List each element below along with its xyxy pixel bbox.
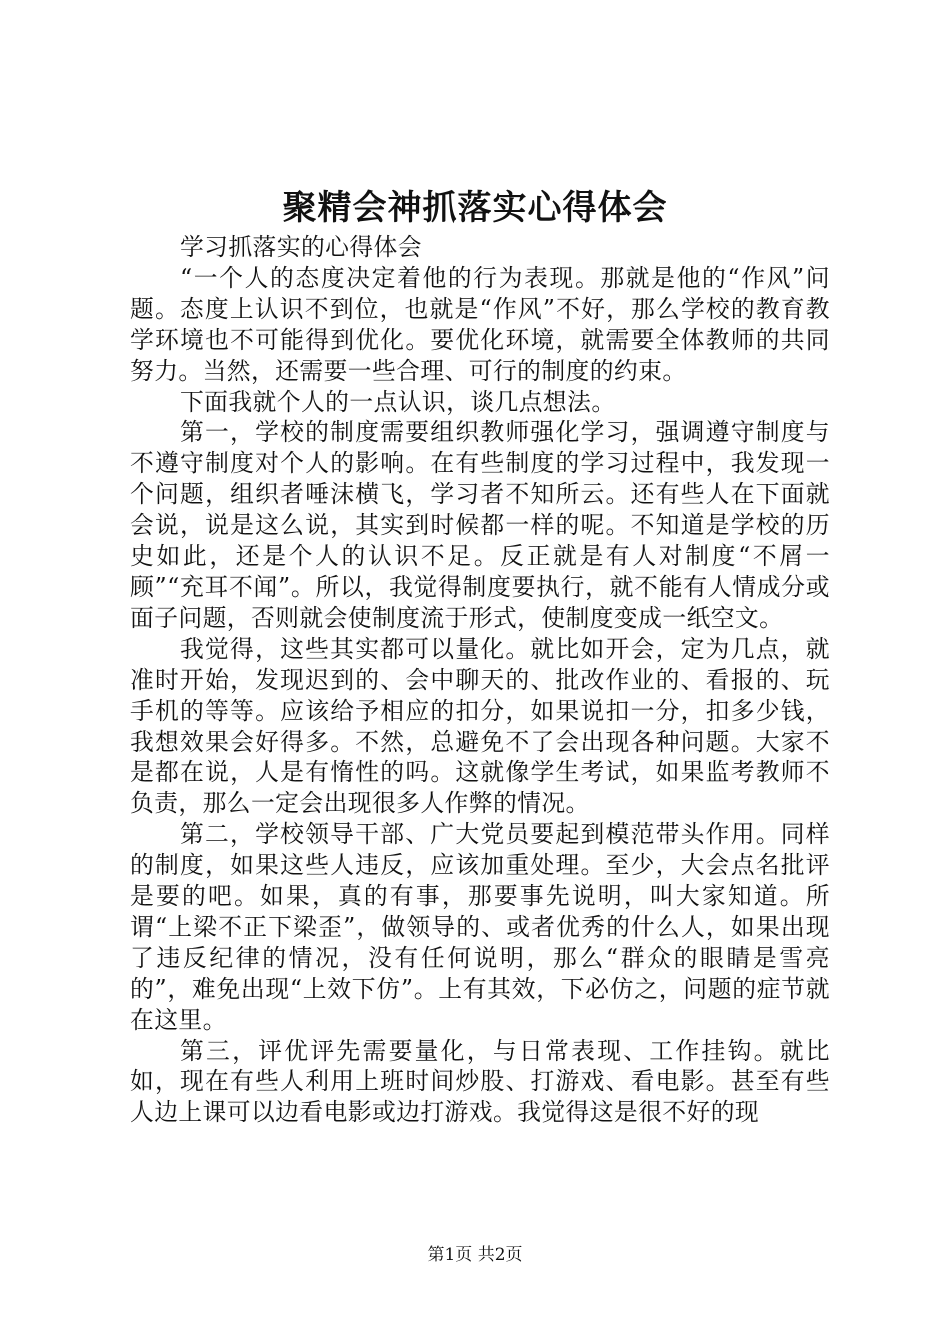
paragraph: “一个人的态度决定着他的行为表现。那就是他的“作风”问题。态度上认识不到位，也就是“作风”不好，那么学校的教育教学环境也不可能得到优化。要优化环境，就需要全体教师的共同努力。当然，还需要一些合理、可行的制度的约束。 xyxy=(130,263,830,385)
document-body xyxy=(130,232,830,1128)
paragraph: 第二，学校领导干部、广大党员要起到模范带头作用。同样的制度，如果这些人违反，应该加重处理。至少，大会点名批评是要的吧。如果，真的有事，那要事先说明，叫大家知道。所谓“上梁不正下梁歪”，做领导的、或者优秀的什么人，如果出现了违反纪律的情况，没有任何说明，那么“群众的眼睛是雪亮的”，难免出现“上效下仿”。上有其效，下必仿之，问题的症节就在这里。 xyxy=(130,820,830,1034)
paragraph: 第一，学校的制度需要组织教师强化学习，强调遵守制度与不遵守制度对个人的影响。在有些制度的学习过程中，我发现一个问题，组织者唾沫横飞，学习者不知所云。还有些人在下面就会说，说是这么说，其实到时候都一样的呢。不知道是学校的历史如此，还是个人的认识不足。反正就是有人对制度“不屑一顾”“充耳不闻”。所以，我觉得制度要执行，就不能有人情成分或面子问题，否则就会使制度流于形式，使制度变成一纸空文。 xyxy=(130,418,830,632)
paragraph-subtitle: 学习抓落实的心得体会 xyxy=(179,233,422,261)
document-title: 聚精会神抓落实心得体会 xyxy=(282,188,668,228)
paragraph: 下面我就个人的一点认识，谈几点想法。 xyxy=(179,387,616,416)
page-number-footer: 第1页 共2页 xyxy=(427,1245,523,1265)
paragraph: 第三，评优评先需要量化，与日常表现、工作挂钩。就比如，现在有些人利用上班时间炒股、打游戏、看电影。甚至有些人边上课可以边看电影或边打游戏。我觉得这是很不好的现 xyxy=(130,1036,830,1127)
paragraph: 我觉得，这些其实都可以量化。就比如开会，定为几点，就准时开始，发现迟到的、会中聊天的、批改作业的、看报的、玩手机的等等。应该给予相应的扣分，如果说扣一分，扣多少钱，我想效果会好得多。不然，总避免不了会出现各种问题。大家不是都在说，人是有惰性的吗。这就像学生考试，如果监考教师不负责，那么一定会出现很多人作弊的情况。 xyxy=(130,634,830,818)
